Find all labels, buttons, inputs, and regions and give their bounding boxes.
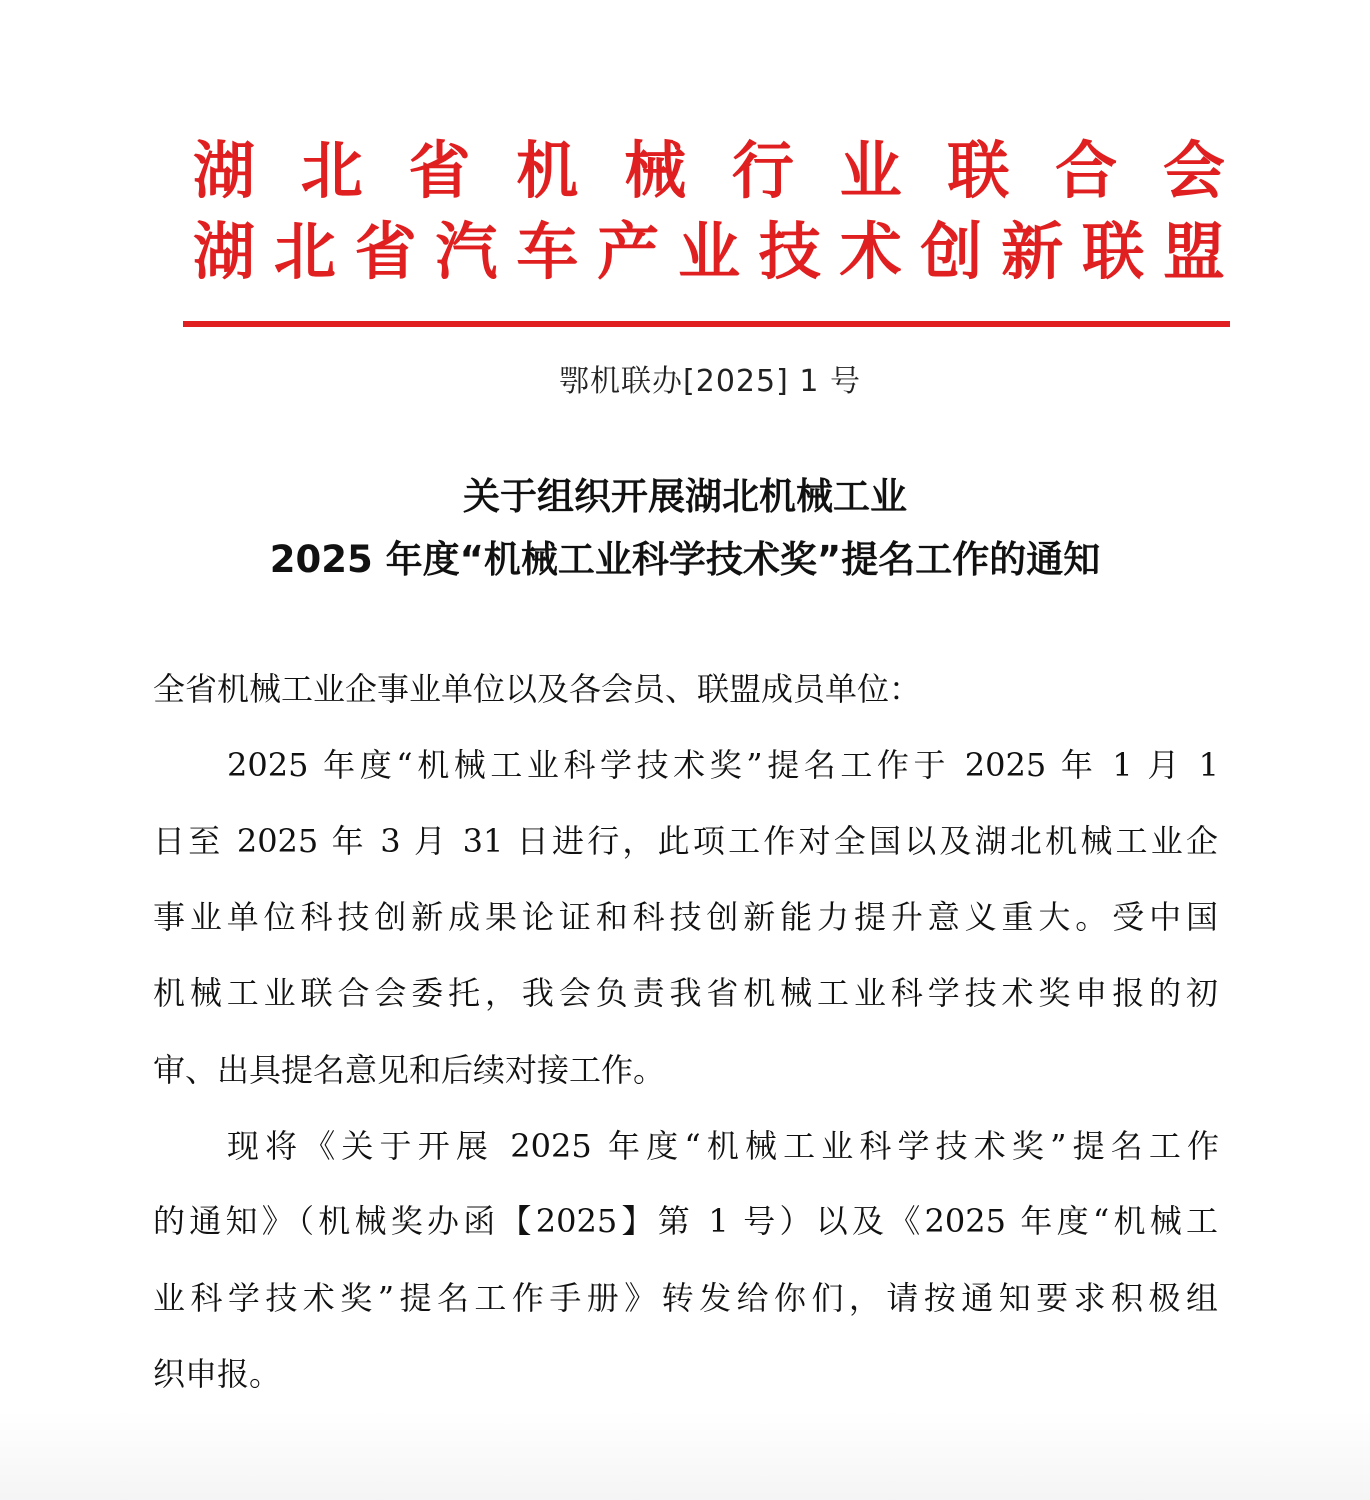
letterhead-char: 北 xyxy=(300,134,363,207)
letterhead-char: 湖 xyxy=(193,134,256,207)
letterhead-org-name-2 xyxy=(193,217,1225,287)
letterhead-char: 北 xyxy=(273,215,336,288)
letterhead-char: 术 xyxy=(839,215,902,288)
letterhead-org-name-1 xyxy=(193,136,1225,206)
letterhead-char: 技 xyxy=(758,215,821,288)
letterhead-char: 省 xyxy=(354,215,417,288)
letterhead-char: 车 xyxy=(516,215,579,288)
page-bottom-shadow xyxy=(0,1410,1370,1500)
paragraph-line: 日至 2025 年 3 月 31 日进行，此项工作对全国以及湖北机械工业企 xyxy=(153,822,1218,860)
letterhead-char: 机 xyxy=(516,134,579,207)
letterhead-char: 联 xyxy=(1082,215,1145,288)
paragraph-line: 的通知》（机械奖办函【2025】第 1 号）以及《2025 年度“机械工 xyxy=(153,1202,1218,1240)
paragraph-line: 织申报。 xyxy=(153,1355,282,1393)
document-number: 鄂机联办[2025] 1 号 xyxy=(559,364,861,399)
paragraph-line: 事业单位科技创新成果论证和科技创新能力提升意义重大。受中国 xyxy=(153,898,1218,936)
paragraph-line: 机械工业联合会委托，我会负责我省机械工业科学技术奖申报的初 xyxy=(153,974,1218,1012)
letterhead-char: 业 xyxy=(839,134,902,207)
letterhead-char: 省 xyxy=(408,134,471,207)
document-title-line-1: 关于组织开展湖北机械工业 xyxy=(463,475,907,518)
letterhead-char: 械 xyxy=(624,134,687,207)
paragraph-line: 审、出具提名意见和后续对接工作。 xyxy=(153,1051,666,1089)
letterhead-char: 行 xyxy=(731,134,794,207)
salutation: 全省机械工业企事业单位以及各会员、联盟成员单位： xyxy=(153,670,922,708)
letterhead-char: 合 xyxy=(1055,134,1118,207)
paragraph-line: 2025 年度“机械工业科学技术奖”提名工作于 2025 年 1 月 1 xyxy=(227,746,1219,784)
letterhead-char: 会 xyxy=(1162,134,1225,207)
letterhead-char: 汽 xyxy=(435,215,498,288)
letterhead-char: 盟 xyxy=(1162,215,1225,288)
letterhead-char: 联 xyxy=(947,134,1010,207)
letterhead-char: 湖 xyxy=(193,215,256,288)
document-title-line-2: 2025 年度“机械工业科学技术奖”提名工作的通知 xyxy=(269,538,1101,581)
letterhead-divider xyxy=(183,321,1230,327)
letterhead-char: 新 xyxy=(1001,215,1064,288)
letterhead-char: 业 xyxy=(677,215,740,288)
paragraph-line: 业科学技术奖”提名工作手册》转发给你们，请按通知要求积极组 xyxy=(153,1279,1218,1317)
letterhead-char: 创 xyxy=(920,215,983,288)
letterhead-char: 产 xyxy=(597,215,660,288)
paragraph-line: 现将《关于开展 2025 年度“机械工业科学技术奖”提名工作 xyxy=(227,1127,1219,1165)
